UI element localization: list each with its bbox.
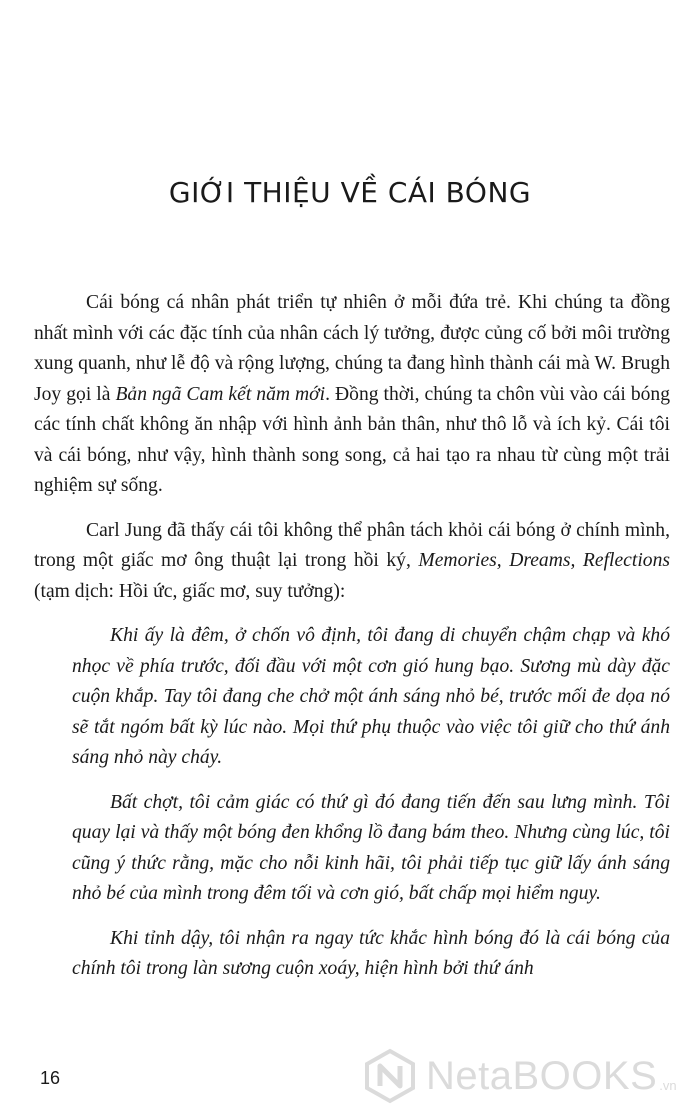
page-number: 16 xyxy=(40,1068,61,1088)
body-text xyxy=(34,288,670,999)
watermark-suffix: .vn xyxy=(659,1077,677,1093)
p2-italic-title: Memories, Dreams, Reflections xyxy=(418,550,670,571)
p2-text-a: Carl Jung đã thấy cái tôi không thể phân tách khỏi cái bóng ở chính mình, trong một giấc mơ ông thuật lại trong hồi ký, xyxy=(34,519,670,571)
quote-1: Khi ấy là đêm, ở chốn vô định, tôi đang di chuyển chậm chạp và khó nhọc về phía trước, đối đầu với một cơn gió hung bạo. Sương mù dày đặc cuộn khắp. Tay tôi đang che chở một ánh sáng nhỏ bé, trước mối đe dọa nó sẽ tắt ngóm bất kỳ lúc nào. Mọi thứ phụ thuộc vào việc tôi giữ cho thứ ánh sáng nhỏ này cháy. xyxy=(72,625,670,768)
p1-text-a: Cái bóng cá nhân phát triển tự nhiên ở mỗi đứa trẻ. Khi chúng ta đồng nhất mình với các đặc tính của nhân cách lý tưởng, được củng cố bởi môi trường xung quanh, như lễ độ và rộng lượng, chúng ta đang hình thành cái mà W. Brugh Joy gọi là xyxy=(34,292,670,405)
watermark-name: NetaBOOKS xyxy=(426,1053,658,1098)
watermark xyxy=(362,1046,692,1106)
p1-italic-term: Bản ngã Cam kết năm mới xyxy=(115,383,326,405)
quote-2: Bất chợt, tôi cảm giác có thứ gì đó đang tiến đến sau lưng mình. Tôi quay lại và thấy một bóng đen khổng lồ đang bám theo. Nhưng cùng lúc, tôi cũng ý thức rằng, mặc cho nỗi kinh hãi, tôi phải tiếp tục giữ lấy ánh sáng nhỏ bé của mình trong đêm tối và cơn gió, bất chấp mọi hiểm nguy. xyxy=(72,791,670,904)
paragraph-1 xyxy=(34,288,670,502)
p2-text-b: (tạm dịch: Hồi ức, giấc mơ, suy tưởng): xyxy=(34,580,346,602)
netabooks-logo-icon xyxy=(362,1048,418,1104)
p1-text-b: . Đồng thời, chúng ta chôn vùi vào cái bóng các tính chất không ăn nhập với hình ảnh bản thân, như thô lỗ và ích kỷ. Cái tôi và cái bóng, như vậy, hình thành song song, cả hai tạo ra nhau từ cùng một trải nghiệm sự sống. xyxy=(34,383,671,496)
paragraph-2 xyxy=(34,516,670,608)
quote-3: Khi tỉnh dậy, tôi nhận ra ngay tức khắc hình bóng đó là cái bóng của chính tôi trong làn sương cuộn xoáy, hiện hình bởi thứ ánh xyxy=(72,927,670,979)
chapter-title: GIỚI THIỆU VỀ CÁI BÓNG xyxy=(168,176,532,209)
